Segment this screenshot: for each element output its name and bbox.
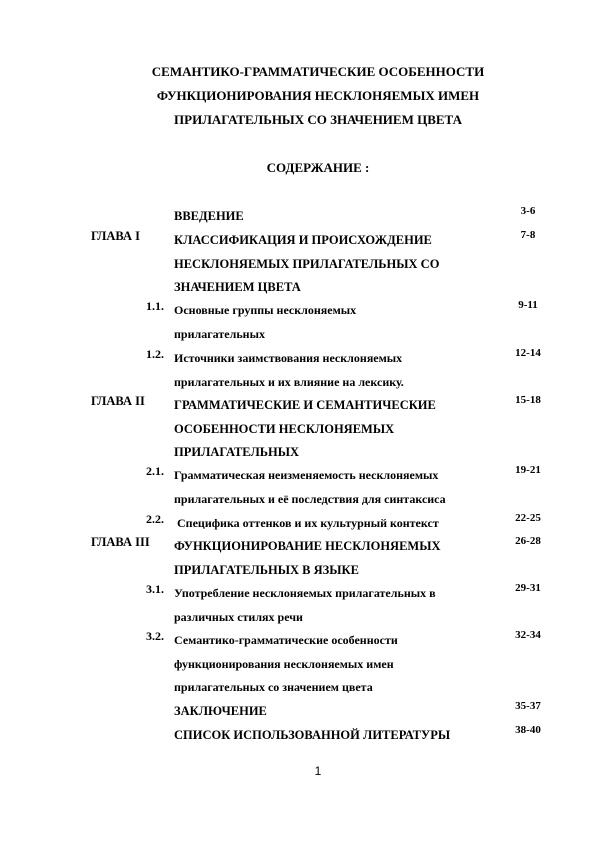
toc-entry-title <box>174 299 504 346</box>
toc-entry-title-line: Основные группы несклоняемых <box>174 303 357 317</box>
toc-entry-title <box>174 205 504 229</box>
toc-entry-title <box>174 229 504 300</box>
toc-entry-title <box>174 394 504 465</box>
toc-page-range: 35-37 <box>515 700 541 712</box>
toc-entry-title-line: Грамматическая неизменяемость несклоняемых <box>174 468 439 482</box>
toc-page-range: 29-31 <box>515 582 541 594</box>
toc-entry-title-line: ГРАММАТИЧЕСКИЕ И СЕМАНТИЧЕСКИЕ <box>174 398 436 412</box>
toc-entry-title <box>174 629 504 700</box>
toc-page-range: 26-28 <box>515 535 541 547</box>
toc-chapter-label: ГЛАВА II <box>91 394 145 408</box>
toc-section-number: 2.1. <box>146 464 164 478</box>
toc-entry-title <box>174 582 504 629</box>
toc-entry-title-line: функционирования несклоняемых имен <box>174 656 394 671</box>
toc-entry-title-line: Специфика оттенков и их культурный контекст <box>174 516 439 530</box>
toc-entry-title-line: ЗАКЛЮЧЕНИЕ <box>174 704 267 718</box>
toc-entry-title <box>174 700 504 724</box>
toc-chapter-label: ГЛАВА I <box>91 229 140 243</box>
toc-page-range: 15-18 <box>515 394 541 406</box>
toc-entry-title-line: ЗНАЧЕНИЕМ ЦВЕТА <box>174 280 301 294</box>
toc-page-range: 32-34 <box>515 629 541 641</box>
toc-entry-title-line: НЕСКЛОНЯЕМЫХ ПРИЛАГАТЕЛЬНЫХ СО <box>174 256 440 271</box>
toc-section-number: 2.2. <box>146 512 164 526</box>
toc-page-range: 19-21 <box>515 464 541 476</box>
toc-chapter-label: ГЛАВА III <box>91 535 150 549</box>
toc-entry-title-line: ФУНКЦИОНИРОВАНИЕ НЕСКЛОНЯЕМЫХ <box>174 539 441 553</box>
toc-section-number: 3.1. <box>146 582 164 596</box>
toc-entry-title-line: прилагательных <box>174 326 265 341</box>
toc-section-number: 1.1. <box>146 299 164 313</box>
toc-entry-title <box>174 464 504 511</box>
toc-entry-title-line: СПИСОК ИСПОЛЬЗОВАННОЙ ЛИТЕРАТУРЫ <box>174 728 451 742</box>
toc-page-range: 22-25 <box>515 512 541 524</box>
toc-entry-title-line: Употребление несклоняемых прилагательных в <box>174 586 436 600</box>
toc-page-range: 38-40 <box>515 724 541 736</box>
page-number: 1 <box>314 764 322 778</box>
toc-entry-title-line: Семантико-грамматические особенности <box>174 633 398 647</box>
toc-page-range: 3-6 <box>520 205 536 217</box>
toc-section-number: 3.2. <box>146 629 164 643</box>
title-line-3: ПРИЛАГАТЕЛЬНЫХ СО ЗНАЧЕНИЕМ ЦВЕТА <box>174 112 462 127</box>
document-title <box>0 60 596 132</box>
toc-entry-title-line: ВВЕДЕНИЕ <box>174 209 244 223</box>
toc-page-range: 7-8 <box>520 229 536 241</box>
toc-entry-title-line: ОСОБЕННОСТИ НЕСКЛОНЯЕМЫХ <box>174 421 395 436</box>
toc-entry-title <box>174 347 504 394</box>
toc-entry-title-line: ПРИЛАГАТЕЛЬНЫХ В ЯЗЫКЕ <box>174 562 359 577</box>
toc-entry-title-line: прилагательных и её последствия для синтаксиса <box>174 491 446 506</box>
toc-entry-title <box>174 535 504 582</box>
toc-entry-title-line: КЛАССИФИКАЦИЯ И ПРОИСХОЖДЕНИЕ <box>174 233 432 247</box>
title-line-1: СЕМАНТИКО-ГРАММАТИЧЕСКИЕ ОСОБЕННОСТИ <box>151 64 485 79</box>
toc-entry-title <box>174 724 504 748</box>
toc-entry-title <box>174 512 504 536</box>
toc-page-range: 12-14 <box>515 347 541 359</box>
toc-entry-title-line: различных стилях речи <box>174 609 303 624</box>
toc-heading: СОДЕРЖАНИЕ : <box>266 160 370 175</box>
toc-entry-title-line: ПРИЛАГАТЕЛЬНЫХ <box>174 445 300 459</box>
toc-section-number: 1.2. <box>146 347 164 361</box>
toc-entry-title-line: Источники заимствования несклоняемых <box>174 351 403 365</box>
toc-page-range: 9-11 <box>518 299 538 311</box>
toc-entry-title-line: прилагательных и их влияние на лексику. <box>174 374 404 389</box>
toc-entry-title-line: прилагательных со значением цвета <box>174 680 373 694</box>
title-line-2: ФУНКЦИОНИРОВАНИЯ НЕСКЛОНЯЕМЫХ ИМЕН <box>156 88 480 103</box>
